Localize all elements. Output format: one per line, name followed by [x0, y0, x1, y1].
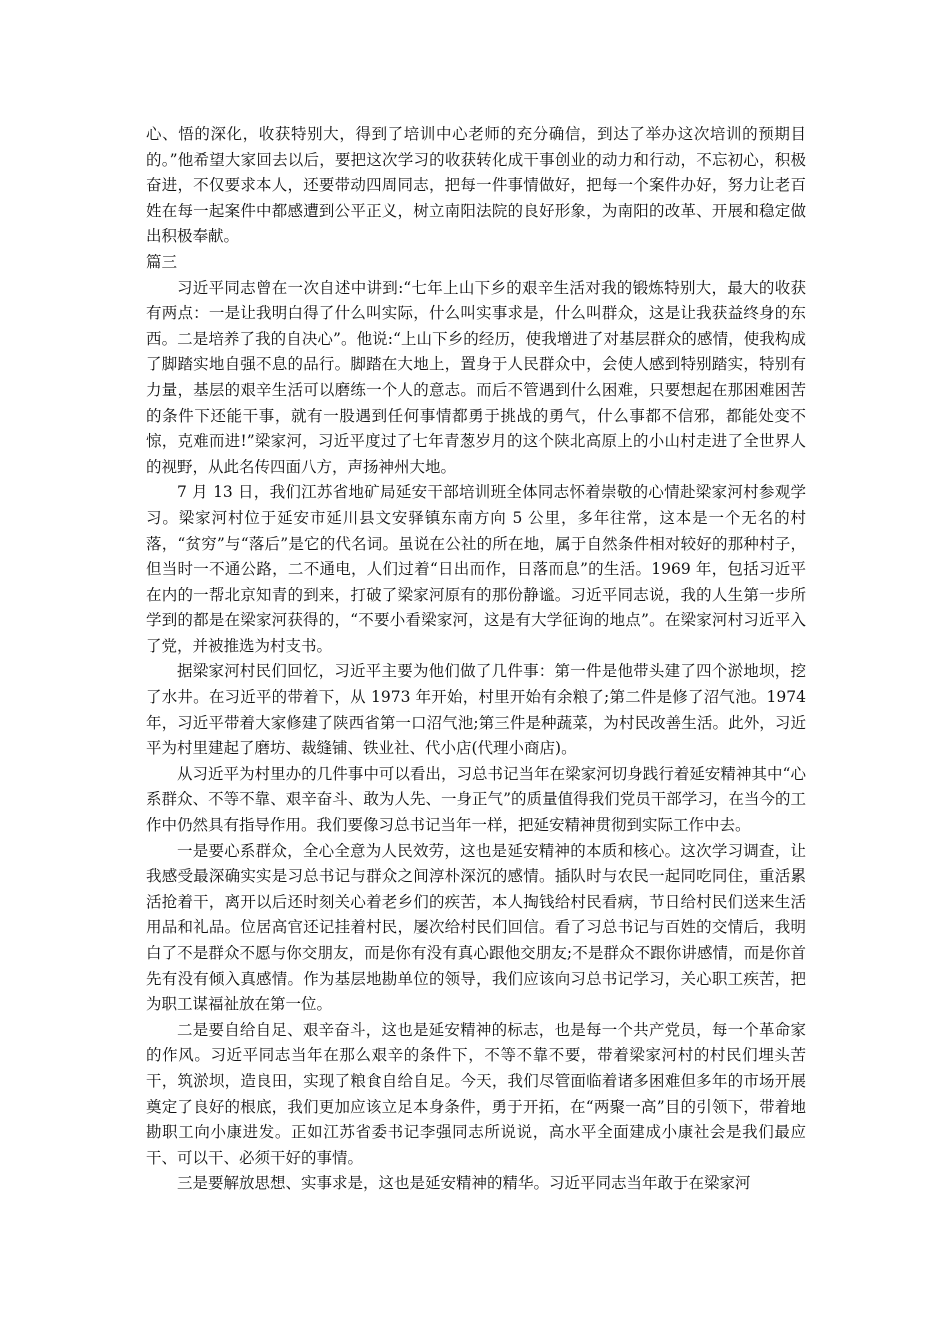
paragraph-7: 三是要解放思想、实事求是，这也是延安精神的精华。习近平同志当年敢于在梁家河 [177, 1174, 751, 1193]
paragraph-4: 从习近平为村里办的几件事中可以看出，习总书记当年在梁家河切身践行着延安精神其中“心系群众、不等不靠、艰辛奋斗、敢为人先、一身正气”的质量值得我们党员干部学习，在当今的工作中仍然具有指导作用。我们要像习总书记当年一样，把延安精神贯彻到实际工作中去。 [146, 764, 806, 835]
paragraph-2: 7 月 13 日，我们江苏省地矿局延安干部培训班全体同志怀着崇敬的心情赴梁家河村参观学习。梁家河村位于延安市延川县文安驿镇东南方向 5 公里，多年往常，这本是一个无名的村落，“贫穷”与“落后”是它的代名词。虽说在公社的所在地，属于自然条件相对较好的那种村子，但当时一不通公路，二不通电，人们过着“日出而作，日落而息”的生活。1969 年，包括习近平在内的一帮北京知青的到来，打破了梁家河原有的那份静谧。习近平同志说，我的人生第一步所学到的都是在梁家河获得的，“不要小看梁家河，这是有大学征询的地点”。在梁家河村习近平入了党，并被推选为村支书。 [146, 483, 806, 655]
paragraph-6: 二是要自给自足、艰辛奋斗，这也是延安精神的标志，也是每一个共产党员，每一个革命家的作风。习近平同志当年在那么艰辛的条件下，不等不靠不要，带着梁家河村的村民们埋头苦干，筑淤坝，造良田，实现了粮食自给自足。今天，我们尽管面临着诸多困难但多年的市场开展奠定了良好的根底，我们更加应该立足本身条件，勇于开拓，在“两聚一高”目的引领下，带着地勘职工向小康进发。正如江苏省委书记李强同志所说说，高水平全面建成小康社会是我们最应干、可以干、必须干好的事情。 [146, 1020, 806, 1167]
document-page [146, 122, 806, 1197]
paragraph-1: 习近平同志曾在一次自述中讲到:“七年上山下乡的艰辛生活对我的锻炼特别大，最大的收获有两点：一是让我明白得了什么叫实际，什么叫实事求是，什么叫群众，这是让我获益终身的东西。二是培养了我的自决心”。他说:“上山下乡的经历，使我增进了对基层群众的感情，使我构成了脚踏实地自强不息的品行。脚踏在大地上，置身于人民群众中，会使人感到特别踏实，特别有力量，基层的艰辛生活可以磨练一个人的意志。而后不管遇到什么困难，只要想起在那困难困苦的条件下还能干事，就有一股遇到任何事情都勇于挑战的勇气，什么事都不信邪，都能处变不惊，克难而进!”梁家河，习近平度过了七年青葱岁月的这个陕北高原上的小山村走进了全世界人的视野，从此名传四面八方，声扬神州大地。 [146, 278, 806, 476]
paragraph-5: 一是要心系群众，全心全意为人民效劳，这也是延安精神的本质和核心。这次学习调查，让我感受最深确实实是习总书记与群众之间淳朴深沉的感情。插队时与农民一起同吃同住，重活累活抢着干，离开以后还时刻关心着老乡们的疾苦，本人掏钱给村民看病，节日给村民们送来生活用品和礼品。位居高官还记挂着村民，屡次给村民们回信。看了习总书记与百姓的交情后，我明白了不是群众不愿与你交朋友，而是你有没有真心跟他交朋友;不是群众不跟你讲感情，而是你首先有没有倾入真感情。作为基层地勘单位的领导，我们应该向习总书记学习，关心职工疾苦，把为职工谋福祉放在第一位。 [146, 841, 806, 1014]
paragraph-3: 据梁家河村民们回忆，习近平主要为他们做了几件事：第一件是他带头建了四个淤地坝，挖了水井。在习近平的带着下，从 1973 年开始，村里开始有余粮了;第二件是修了沼气池。1974 年，习近平带着大家修建了陕西省第一口沼气池;第三件是种蔬菜，为村民改善生活。此外，习近平为村里建起了磨坊、裁缝铺、铁业社、代小店(代理小商店)。 [146, 662, 806, 758]
paragraph-continuation: 心、悟的深化，收获特别大，得到了培训中心老师的充分确信，到达了举办这次培训的预期目的。”他希望大家回去以后，要把这次学习的收获转化成干事创业的动力和行动，不忘初心，积极奋进，不仅要求本人，还要带动四周同志，把每一件事情做好，把每一个案件办好，努力让老百姓在每一起案件中都感遭到公平正义，树立南阳法院的良好形象，为南阳的改革、开展和稳定做出积极奉献。 [146, 125, 806, 246]
section-title: 篇三 [146, 252, 178, 271]
